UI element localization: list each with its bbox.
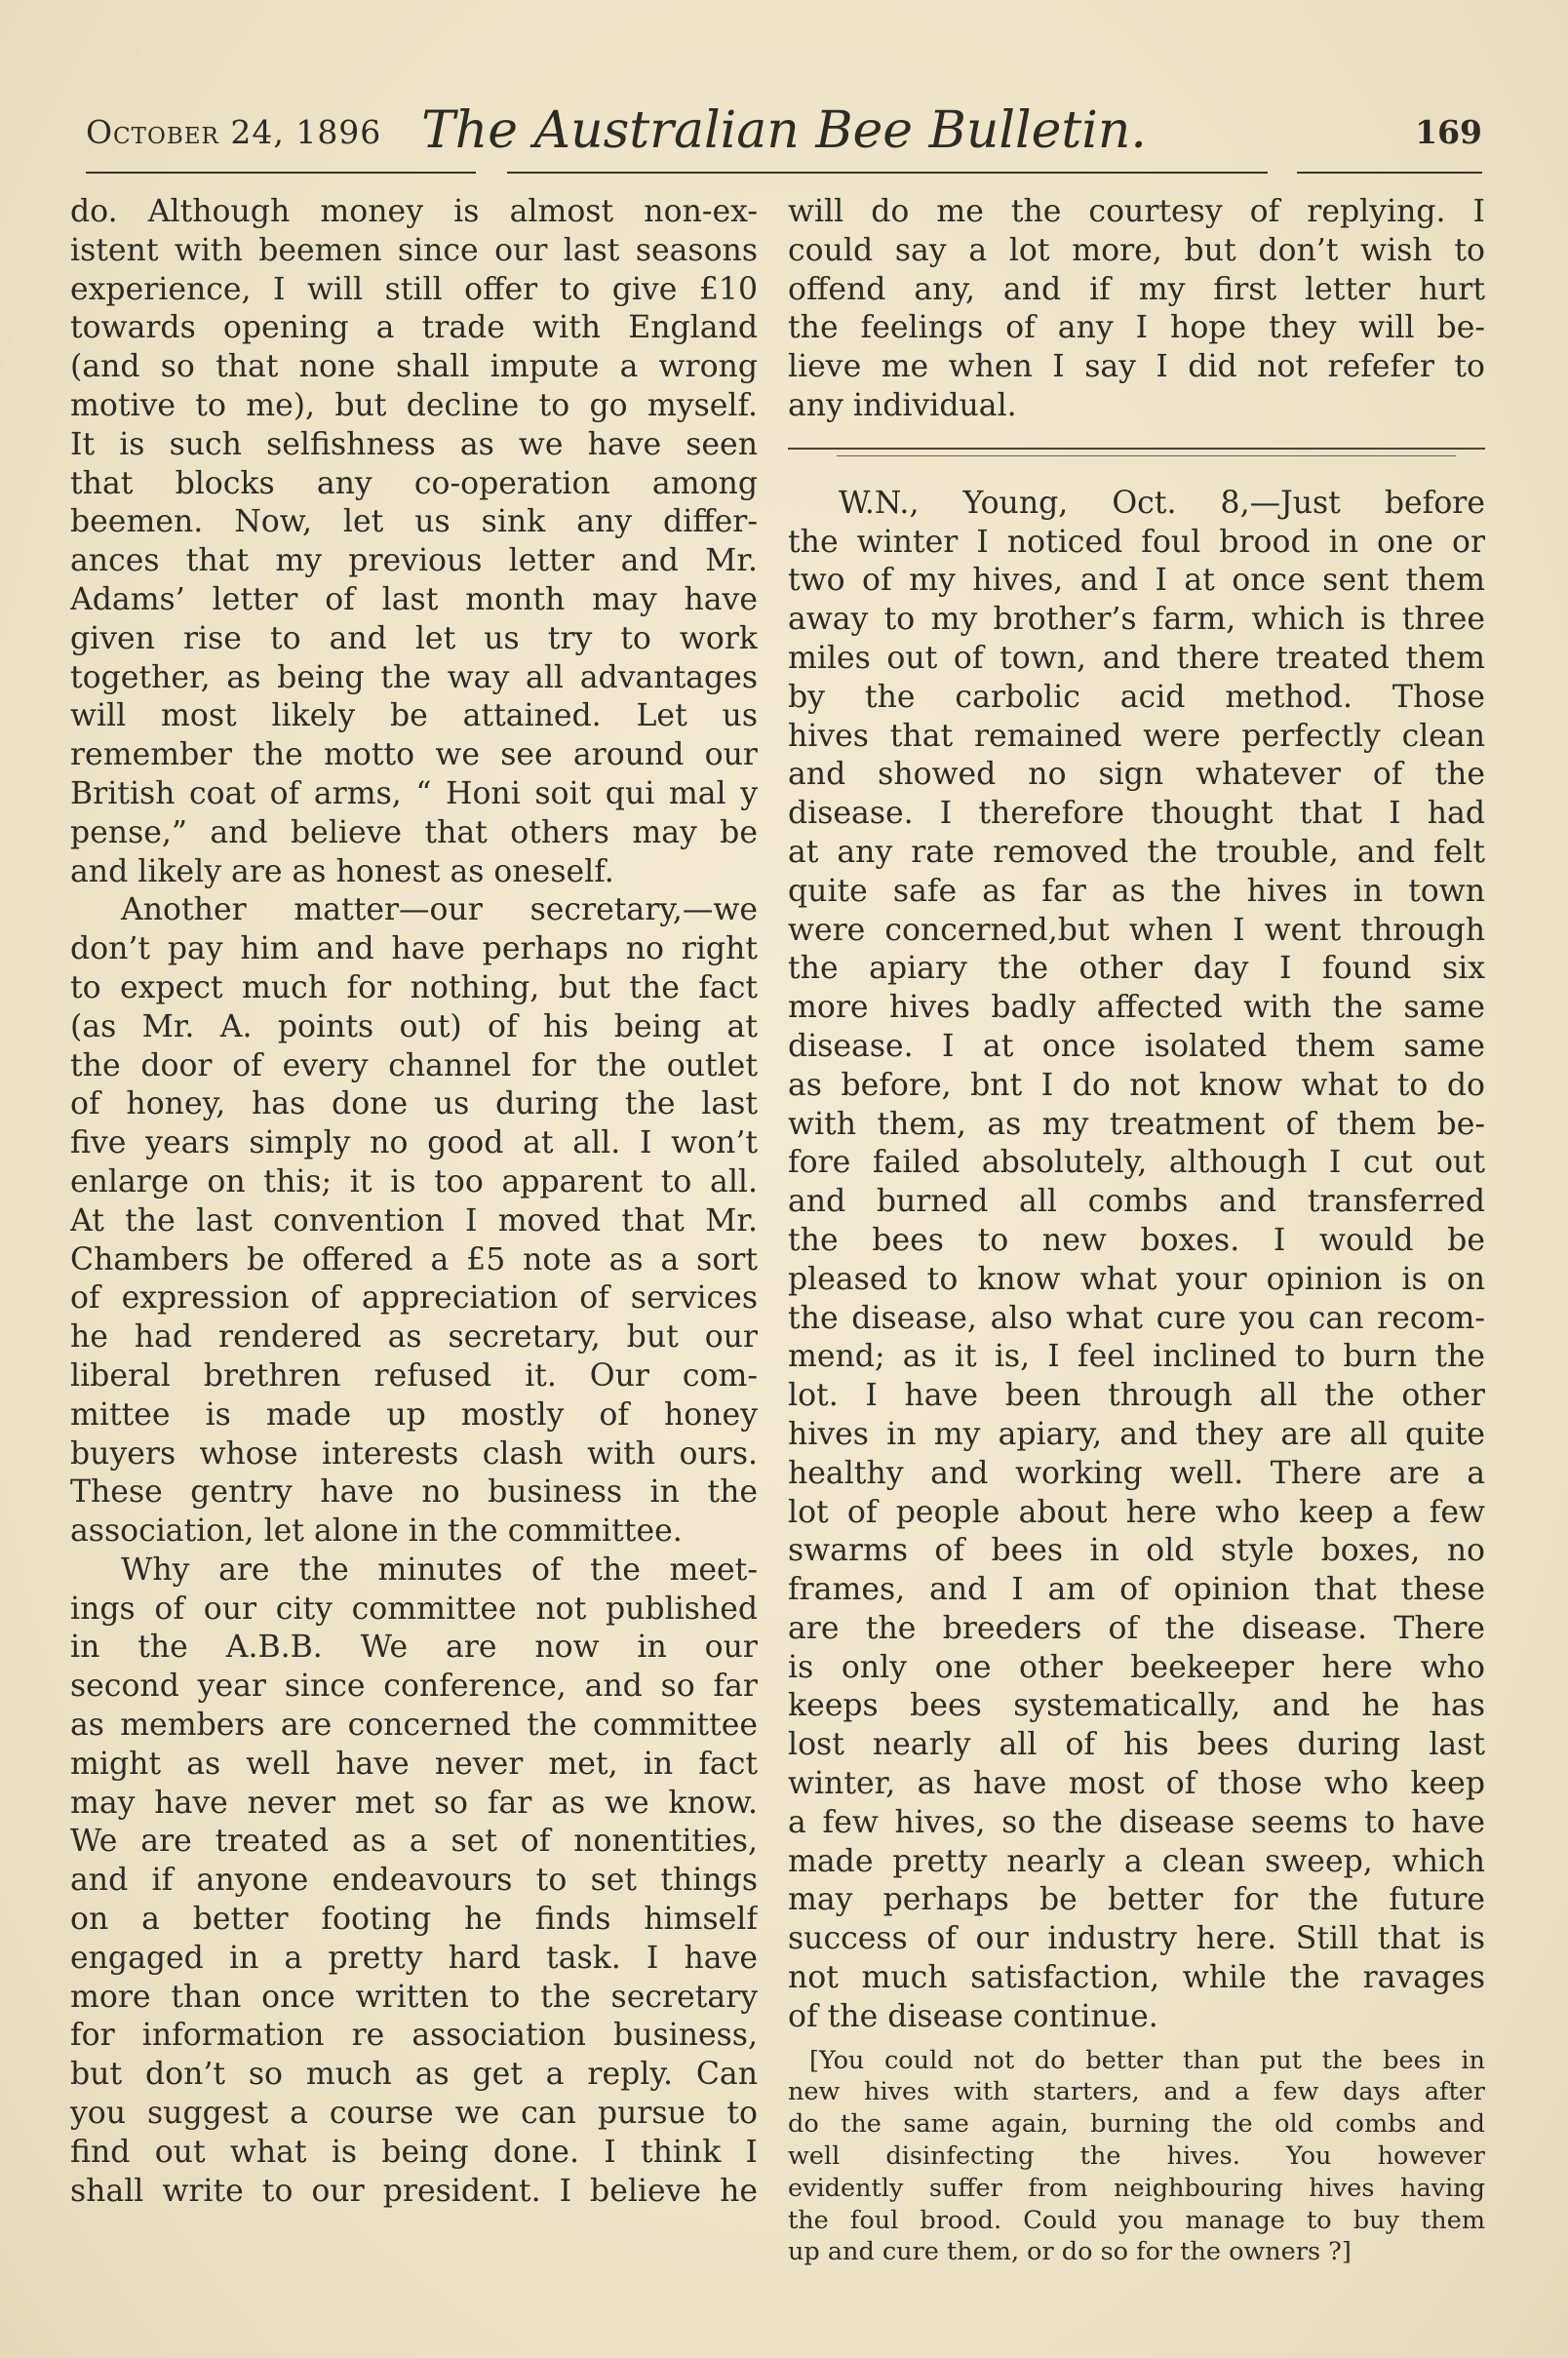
text-line: on a better footing he finds himself — [70, 1902, 758, 1938]
text-line: that blocks any co-operation among — [70, 465, 758, 501]
text-line: swarms of bees in old style boxes, no — [788, 1533, 1485, 1569]
text-line: to expect much for nothing, but the fact — [70, 969, 758, 1005]
text-line: are the breeders of the disease. There — [788, 1610, 1485, 1646]
text-line: in the A.B.B. We are now in our — [70, 1630, 758, 1666]
text-line: made pretty nearly a clean sweep, which — [788, 1843, 1485, 1879]
reply-line: the foul brood. Could you manage to buy them — [788, 2205, 1485, 2235]
text-line: lot of people about here who keep a few — [788, 1494, 1485, 1530]
text-line: the feelings of any I hope they will be- — [788, 310, 1485, 346]
reply-line: up and cure them, or do so for the owners ?] — [788, 2237, 1352, 2267]
text-line: for information re association business, — [70, 2018, 758, 2054]
text-line: engaged in a pretty hard task. I have — [70, 1940, 758, 1976]
text-line: five years simply no good at all. I won’t — [70, 1125, 758, 1161]
text-line: hives that remained were perfectly clean — [788, 718, 1485, 754]
text-line: find out what is being done. I think I — [70, 2134, 758, 2170]
issue-date: October 24, 1896 — [86, 113, 382, 151]
text-line: as before, bnt I do not know what to do — [788, 1067, 1485, 1103]
text-line: and burned all combs and transferred — [788, 1184, 1485, 1220]
text-line: healthy and working well. There are a — [788, 1455, 1485, 1491]
publication-title: The Australian Bee Bulletin. — [421, 101, 1147, 160]
text-line: offend any, and if my first letter hurt — [788, 271, 1485, 307]
text-line: Why are the minutes of the meet- — [121, 1552, 758, 1588]
text-line: given rise to and let us try to work — [70, 620, 758, 656]
text-line: disease. I at once isolated them same — [788, 1028, 1485, 1064]
text-line: and likely are as honest as oneself. — [70, 853, 614, 889]
text-line: towards opening a trade with England — [70, 310, 758, 346]
text-line: keeps bees systematically, and he has — [788, 1688, 1485, 1724]
text-line: Another matter—our secretary,—we — [121, 892, 758, 928]
text-line: (as Mr. A. points out) of his being at — [70, 1008, 758, 1044]
text-line: We are treated as a set of nonentities, — [70, 1824, 758, 1860]
text-line: the disease, also what cure you can recom- — [788, 1300, 1485, 1336]
text-line: pleased to know what your opinion is on — [788, 1261, 1485, 1297]
text-line: mend; as it is, I feel inclined to burn the — [788, 1339, 1485, 1375]
text-line: shall write to our president. I believe he — [70, 2173, 758, 2209]
reply-line: well disinfecting the hives. You however — [788, 2142, 1485, 2172]
text-line: Chambers be offered a £5 note as a sort — [70, 1241, 758, 1277]
separator-rule-thin — [837, 455, 1456, 456]
text-line: could say a lot more, but don’t wish to — [788, 232, 1485, 268]
text-line: Adams’ letter of last month may have — [70, 581, 758, 617]
text-line: experience, I will still offer to give £10 — [70, 271, 758, 307]
text-line: liberal brethren refused it. Our com- — [70, 1357, 758, 1394]
text-line: by the carbolic acid method. Those — [788, 679, 1485, 715]
text-line: lost nearly all of his bees during last — [788, 1727, 1485, 1763]
text-line: quite safe as far as the hives in town — [788, 873, 1485, 909]
text-line: enlarge on this; it is too apparent to all. — [70, 1163, 758, 1199]
reply-line: do the same again, burning the old combs and — [788, 2109, 1485, 2140]
text-line: of honey, has done us during the last — [70, 1086, 758, 1122]
text-line: remember the motto we see around our — [70, 737, 758, 773]
page-number: 169 — [1415, 113, 1482, 151]
text-line: beemen. Now, let us sink any differ- — [70, 504, 758, 540]
section-separator — [788, 426, 1485, 485]
text-line: you suggest a course we can pursue to — [70, 2096, 758, 2132]
text-line: two of my hives, and I at once sent them — [788, 563, 1485, 599]
text-line: hives in my apiary, and they are all quite — [788, 1416, 1485, 1452]
text-line: W.N., Young, Oct. 8,—Just before — [839, 485, 1485, 521]
reply-line: [You could not do better than put the bees in — [809, 2045, 1485, 2075]
reply-line: new hives with starters, and a few days after — [788, 2077, 1485, 2107]
text-line: and if anyone endeavours to set things — [70, 1863, 758, 1899]
editor-reply — [788, 2045, 1485, 2269]
left-column — [70, 193, 758, 2211]
text-line: with them, as my treatment of them be- — [788, 1106, 1485, 1142]
text-line: don’t pay him and have perhaps no right — [70, 931, 758, 967]
text-line: may perhaps be better for the future — [788, 1882, 1485, 1918]
text-line: might as well have never met, in fact — [70, 1746, 758, 1782]
reply-line: evidently suffer from neighbouring hives having — [788, 2173, 1485, 2203]
text-line: success of our industry here. Still that is — [788, 1921, 1485, 1957]
text-line: of expression of appreciation of services — [70, 1280, 758, 1317]
text-line: is only one other beekeeper here who — [788, 1649, 1485, 1685]
text-line: mittee is made up mostly of honey — [70, 1396, 758, 1433]
text-line: he had rendered as secretary, but our — [70, 1319, 758, 1356]
text-line: may have never met so far as we know. — [70, 1785, 758, 1821]
text-line: second year since conference, and so far — [70, 1669, 758, 1705]
text-line: more than once written to the secretary — [70, 1979, 758, 2015]
text-line: disease. I therefore thought that I had — [788, 796, 1485, 832]
text-line: These gentry have no business in the — [70, 1474, 758, 1511]
text-line: fore failed absolutely, although I cut out — [788, 1145, 1485, 1181]
text-line: the apiary the other day I found six — [788, 951, 1485, 987]
text-line: lieve me when I say I did not refefer to — [788, 349, 1485, 385]
header-rule-center — [507, 172, 1268, 174]
text-line: more hives badly affected with the same — [788, 990, 1485, 1026]
text-line: any individual. — [788, 387, 1017, 423]
separator-rule — [788, 448, 1485, 450]
text-line: miles out of town, and there treated them — [788, 640, 1485, 676]
text-line: will most likely be attained. Let us — [70, 698, 758, 734]
text-line: of the disease continue. — [788, 1998, 1158, 2034]
text-line: ings of our city committee not published — [70, 1591, 758, 1627]
text-line: winter, as have most of those who keep — [788, 1766, 1485, 1802]
page-header — [86, 101, 1482, 166]
text-line: ances that my previous letter and Mr. — [70, 543, 758, 579]
text-line: were concerned,but when I went through — [788, 912, 1485, 948]
letter-continuation — [788, 193, 1485, 426]
text-line: do. Although money is almost non-ex- — [70, 194, 758, 229]
text-line: will do me the courtesy of replying. I — [788, 194, 1485, 229]
text-line: a few hives, so the disease seems to have — [788, 1804, 1485, 1840]
text-line: as members are concerned the committee — [70, 1708, 758, 1744]
text-line: together, as being the way all advantages — [70, 659, 758, 695]
text-line: British coat of arms, “ Honi soit qui mal y — [70, 775, 758, 811]
text-line: (and so that none shall impute a wrong — [70, 349, 758, 385]
text-line: At the last convention I moved that Mr. — [70, 1202, 758, 1238]
text-line: It is such selfishness as we have seen — [70, 426, 758, 462]
text-line: association, let alone in the committee. — [70, 1513, 683, 1550]
text-line: buyers whose interests clash with ours. — [70, 1435, 758, 1472]
text-line: motive to me), but decline to go myself. — [70, 387, 758, 423]
text-line: and showed no sign whatever of the — [788, 757, 1485, 793]
text-line: frames, and I am of opinion that these — [788, 1572, 1485, 1608]
right-column — [788, 193, 1485, 2268]
text-line: at any rate removed the trouble, and felt — [788, 834, 1485, 870]
text-line: away to my brother’s farm, which is three — [788, 602, 1485, 638]
header-rule-left — [86, 172, 476, 174]
text-line: lot. I have been through all the other — [788, 1378, 1485, 1414]
text-line: istent with beemen since our last seasons — [70, 232, 758, 268]
text-line: the door of every channel for the outlet — [70, 1047, 758, 1083]
letter-wn-young — [788, 485, 1485, 2037]
text-line: the bees to new boxes. I would be — [788, 1222, 1485, 1258]
text-line: not much satisfaction, while the ravages — [788, 1960, 1485, 1996]
text-line: pense,” and believe that others may be — [70, 814, 758, 850]
text-line: but don’t so much as get a reply. Can — [70, 2057, 758, 2093]
header-rule-right — [1297, 172, 1482, 174]
text-line: the winter I noticed foul brood in one or — [788, 524, 1485, 560]
